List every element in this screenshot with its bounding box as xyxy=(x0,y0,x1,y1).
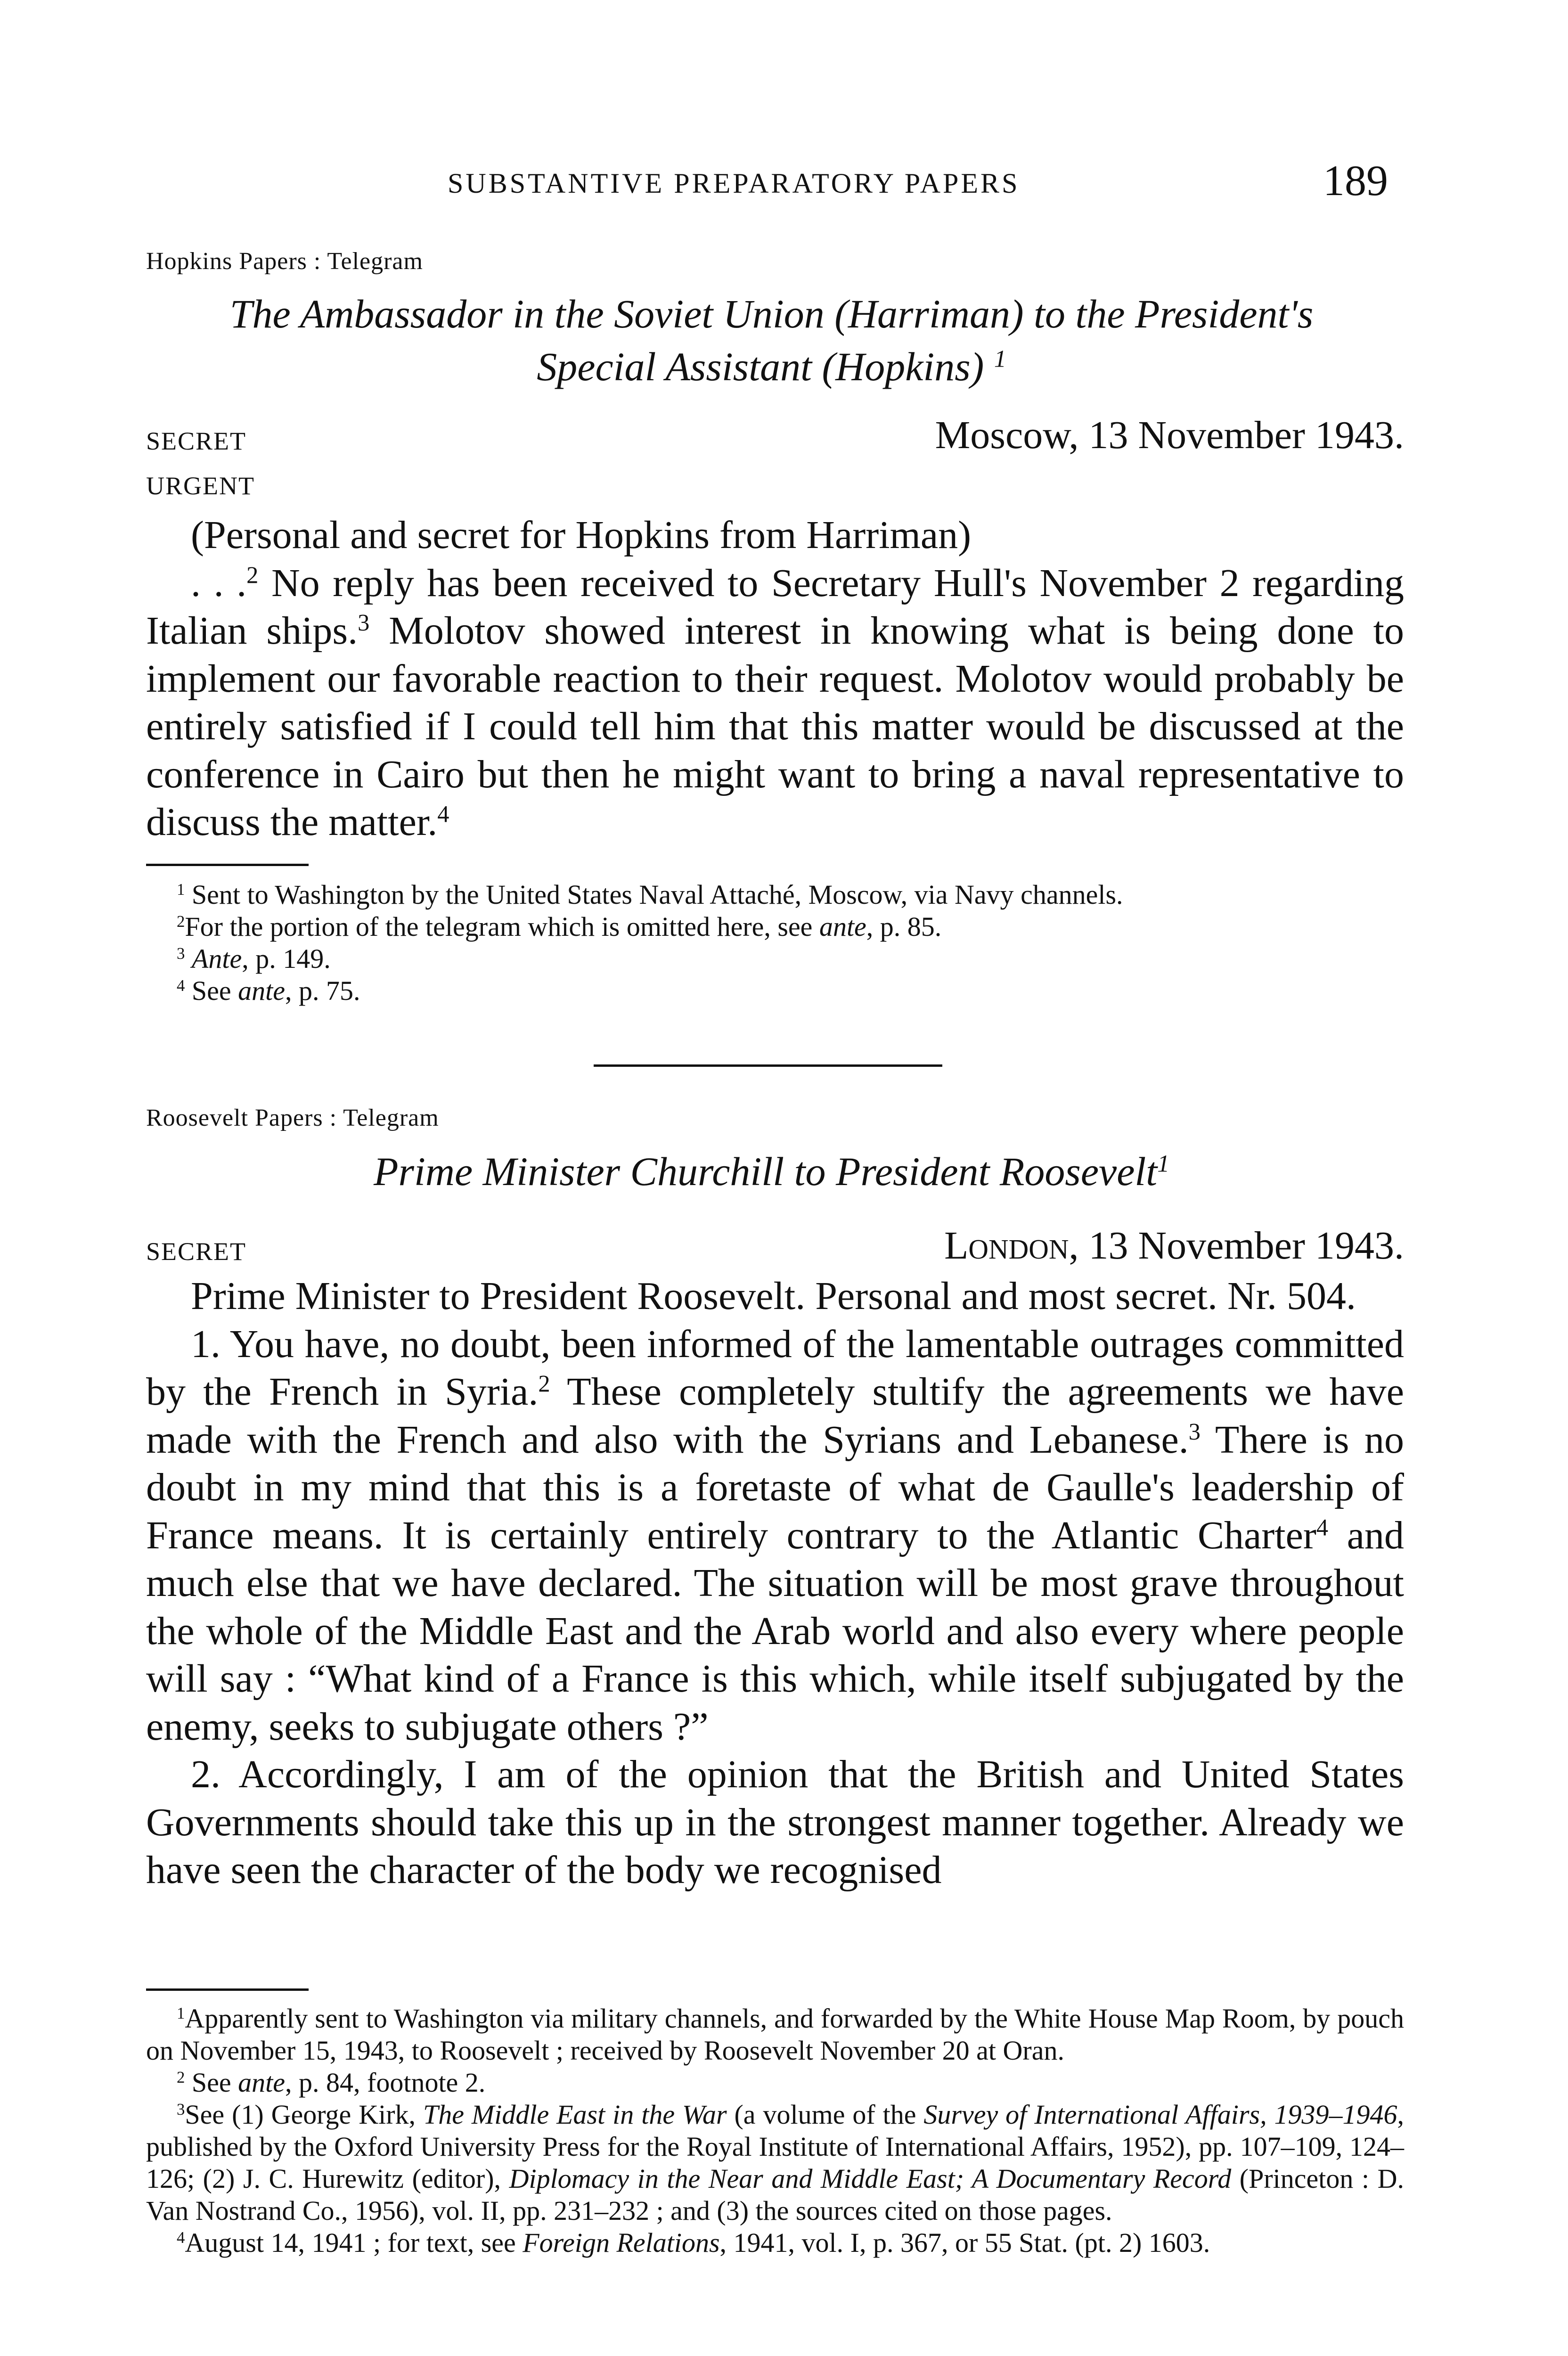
doc2-text-a: 1. You have, no doubt, been informed of the lamentable outrages committed by the French in Syria. xyxy=(146,1322,1404,1414)
doc2-date: , 13 November 1943. xyxy=(1069,1224,1404,1268)
doc1-classification-urgent: URGENT xyxy=(146,472,255,500)
footnote-ref: 3 xyxy=(358,609,370,636)
footnote-text: , 1941, vol. I, p. 367, or 55 Stat. (pt. 2) 1603. xyxy=(719,2227,1210,2258)
doc1-body-p1: (Personal and secret for Hopkins from Harriman) xyxy=(191,513,972,557)
footnote-italic: The Middle East in the War xyxy=(423,2099,727,2130)
doc1-footnote-3 xyxy=(146,943,1404,975)
footnote-text: (Princeton : D. Van Nostrand Co., 1956), vol. II, pp. 231–232 ; and (3) the sources cited on those pages. xyxy=(146,2163,1405,2226)
doc2-footnote-3 xyxy=(146,2099,1404,2227)
doc2-text-b: These completely stultify the agreements we have made with the French and also with the Syrians and Lebanese. xyxy=(146,1370,1404,1462)
doc2-place: London xyxy=(944,1224,1069,1268)
doc2-text-c: There is no doubt in my mind that this is a foretaste of what de Gaulle's leadership of France means. It is certainly entirely contrary to the Atlantic Charter xyxy=(146,1417,1405,1557)
doc1-footnote-4 xyxy=(146,975,1404,1007)
footnote-mark: 1 xyxy=(177,2004,185,2022)
doc2-place-date xyxy=(944,1223,1404,1268)
running-head: SUBSTANTIVE PREPARATORY PAPERS xyxy=(448,168,1020,199)
doc1-title-line1: The Ambassador in the Soviet Union (Harriman) to the President's xyxy=(229,291,1314,336)
doc2-body-p2 xyxy=(146,1320,1404,1751)
footnote-ref: 3 xyxy=(1188,1418,1200,1445)
doc2-footnote-4 xyxy=(146,2227,1404,2259)
doc2-title xyxy=(141,1145,1402,1198)
footnote-mark: 2 xyxy=(177,2068,185,2086)
doc1-title-line2 xyxy=(141,340,1402,393)
doc1-text-a: No reply has been received to Secretary Hull's November 2 regarding Italian ships. xyxy=(146,561,1405,653)
footnote-italic: Survey of International Affairs, 1939–1946 xyxy=(923,2099,1397,2130)
doc2-title-text: Prime Minister Churchill to President Roosevelt xyxy=(374,1149,1158,1194)
footnote-text: See xyxy=(191,2067,238,2098)
doc1-footnote-1 xyxy=(146,879,1404,911)
doc2-title-footnote-ref: 1 xyxy=(1157,1150,1169,1178)
doc2-classification-secret: SECRET xyxy=(146,1237,247,1266)
doc1-source-line: Hopkins Papers : Telegram xyxy=(146,248,423,275)
doc1-title xyxy=(141,287,1402,393)
footnote-italic: ante xyxy=(819,911,866,942)
footnote-text: , published by the Oxford University Press for the Royal Institute of International Affairs, 1952), pp. 107–109, 124–126; (2) J. C. Hurewitz (editor), xyxy=(146,2099,1405,2194)
footnote-italic: Ante xyxy=(191,943,242,974)
footnote-text: For the portion of the telegram which is omitted here, see xyxy=(185,911,819,942)
footnote-italic: ante xyxy=(238,975,286,1006)
footnote-divider xyxy=(146,864,309,866)
footnote-mark: 1 xyxy=(177,880,185,899)
footnote-text: See (1) George Kirk, xyxy=(185,2099,423,2130)
footnote-italic: Foreign Relations xyxy=(523,2227,720,2258)
doc1-footnotes xyxy=(146,879,1404,1007)
footnote-mark: 3 xyxy=(177,2100,185,2119)
footnote-text: See xyxy=(191,975,238,1006)
footnote-italic: ante xyxy=(238,2067,286,2098)
footnote-ref: 2 xyxy=(246,561,259,588)
footnote-mark: 2 xyxy=(177,912,185,931)
footnote-mark: 4 xyxy=(177,2228,185,2247)
footnote-mark: 3 xyxy=(177,944,185,963)
footnote-text: , p. 85. xyxy=(866,911,942,942)
footnote-divider xyxy=(146,1988,309,1991)
footnote-mark: 4 xyxy=(177,976,185,995)
footnote-text: , p. 75. xyxy=(285,975,360,1006)
doc1-body xyxy=(146,511,1404,846)
footnote-text: , p. 149. xyxy=(242,943,331,974)
doc2-text-d: and much else that we have declared. The situation will be most grave throughout the whole of the Middle East and the Arab world and also every where people will say : “What kind of a France is this which, while itself subjugated by the enemy, seeks to subjugate others ?” xyxy=(146,1513,1404,1749)
footnote-text: (a volume of the xyxy=(727,2099,924,2130)
page-number: 189 xyxy=(1323,156,1388,205)
doc1-title-footnote-ref: 1 xyxy=(994,345,1006,373)
doc2-body-p3: 2. Accordingly, I am of the opinion that the British and United States Governments should take this up in the strongest manner together. Already we have seen the character of the body we recognised xyxy=(146,1752,1404,1892)
footnote-text: Sent to Washington by the United States Naval Attaché, Moscow, via Navy channels. xyxy=(191,879,1123,910)
footnote-text: August 14, 1941 ; for text, see xyxy=(185,2227,523,2258)
doc1-footnote-2 xyxy=(146,911,1404,943)
footnote-ref: 4 xyxy=(1316,1513,1329,1540)
doc1-place-date: Moscow, 13 November 1943. xyxy=(935,413,1404,457)
doc2-footnotes xyxy=(146,2003,1404,2259)
footnote-ref: 2 xyxy=(538,1370,550,1397)
section-divider xyxy=(594,1064,942,1067)
doc2-source-line: Roosevelt Papers : Telegram xyxy=(146,1104,439,1131)
doc1-text-b: Molotov showed interest in knowing what is being done to implement our favorable reaction to their request. Molotov would probably be entirely satisfied if I could tell him that this matter would be discussed at the conference in Cairo but then he might want to bring a naval representative to discuss the matter. xyxy=(146,609,1404,844)
doc2-body xyxy=(146,1272,1404,1894)
doc2-footnote-2 xyxy=(146,2067,1404,2099)
doc1-body-p2 xyxy=(146,559,1404,846)
ellipsis: . . . xyxy=(191,561,247,605)
footnote-text: , p. 84, footnote 2. xyxy=(285,2067,486,2098)
doc1-title-line2-text: Special Assistant (Hopkins) xyxy=(537,344,984,389)
footnote-ref: 4 xyxy=(437,801,449,827)
doc1-classification-secret: SECRET xyxy=(146,427,247,455)
doc2-body-p1: Prime Minister to President Roosevelt. Personal and most secret. Nr. 504. xyxy=(191,1274,1356,1318)
footnote-text: Apparently sent to Washington via military channels, and forwarded by the White House Map Room, by pouch on November 15, 1943, to Roosevelt ; received by Roosevelt November 20 at Oran. xyxy=(146,2003,1404,2066)
footnote-italic: Diplomacy in the Near and Middle East; A Documentary Record xyxy=(509,2163,1232,2194)
doc2-footnote-1 xyxy=(146,2003,1404,2067)
